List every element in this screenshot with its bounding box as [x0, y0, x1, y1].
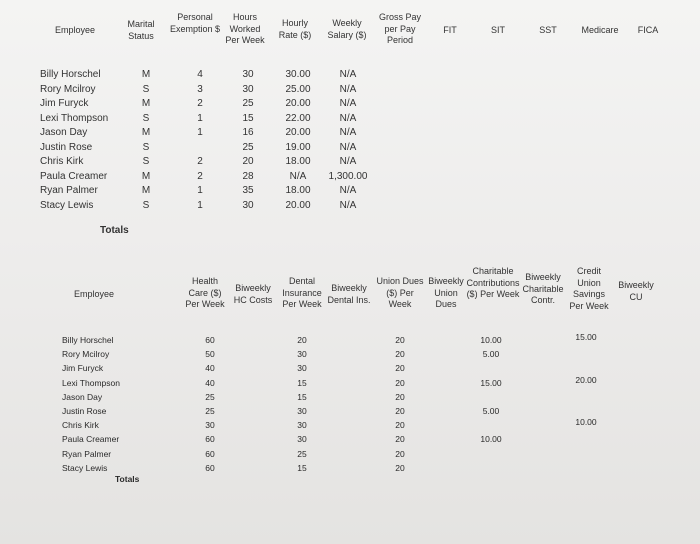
union-value: 20: [395, 349, 405, 360]
credit-value: [566, 401, 606, 415]
dental-value: 30: [297, 434, 307, 445]
t2-header-biweekly-charity: Biweekly Charitable Contr.: [522, 272, 564, 305]
employee-name: Billy Horschel: [62, 335, 114, 345]
t2-header-health: Health Care ($) Per Week: [185, 276, 225, 309]
t1-header-exemption: Personal Exemption $: [169, 12, 221, 34]
t1-header-employee: Employee: [54, 25, 96, 35]
hours-value: 35: [242, 185, 254, 196]
t2-health-column: [198, 333, 222, 475]
marital-status: S: [142, 141, 150, 153]
employee-name: Stacy Lewis: [40, 199, 94, 211]
union-value: 20: [395, 335, 405, 345]
health-value: 30: [205, 420, 215, 431]
health-value: 25: [205, 391, 215, 402]
rate-value: 20.00: [285, 98, 311, 109]
t1-header-medicare: Medicare: [581, 25, 619, 35]
charity-value: [472, 390, 510, 404]
employee-name: Ryan Palmer: [62, 448, 112, 459]
exemption-value: [192, 141, 208, 156]
t1-header-rate: Hourly Rate ($): [278, 18, 312, 40]
salary-value: 1,300.00: [328, 170, 368, 182]
rate-value: 20.00: [285, 199, 311, 211]
credit-value: 10.00: [575, 417, 597, 428]
t1-totals-label: Totals: [100, 225, 129, 236]
t2-dental-column: [290, 333, 314, 475]
charity-value: [472, 461, 510, 475]
t2-union-column: [388, 333, 412, 475]
salary-value: N/A: [339, 199, 357, 211]
employee-name: Lexi Thompson: [40, 112, 109, 124]
hours-value: 30: [242, 83, 254, 95]
dental-value: 30: [297, 420, 307, 431]
employee-name: Chris Kirk: [40, 156, 84, 167]
dental-value: 30: [297, 363, 307, 374]
charity-value: [472, 447, 510, 461]
marital-status: S: [142, 156, 150, 167]
t1-header-fit: FIT: [443, 25, 457, 35]
employee-name: Ryan Palmer: [40, 185, 98, 196]
hours-value: 25: [242, 141, 254, 153]
t1-employee-names: [40, 68, 130, 213]
salary-value: N/A: [339, 69, 357, 80]
t2-header-biweekly-cu: Biweekly CU: [618, 280, 654, 302]
marital-status: M: [141, 170, 151, 182]
exemption-value: 4: [197, 69, 203, 80]
t2-credit-column: [566, 330, 606, 472]
charity-value: 5.00: [482, 405, 500, 416]
marital-status: S: [142, 112, 150, 124]
credit-value: [566, 458, 606, 472]
marital-status: M: [141, 127, 151, 138]
charity-value: [472, 361, 510, 375]
credit-value: [566, 444, 606, 458]
union-value: 20: [395, 462, 405, 473]
union-value: 20: [395, 377, 405, 388]
union-value: 20: [395, 363, 405, 374]
charity-value: 5.00: [482, 349, 500, 360]
t1-header-gross: Gross Pay per Pay Period: [378, 12, 421, 45]
employee-name: Jason Day: [62, 391, 103, 402]
dental-value: 30: [297, 349, 307, 360]
health-value: 40: [205, 363, 215, 374]
exemption-value: 1: [197, 127, 203, 138]
rate-value: 30.00: [285, 69, 311, 80]
t2-header-credit: Credit Union Savings Per Week: [569, 266, 609, 311]
employee-name: Jim Furyck: [62, 363, 104, 374]
t1-header-fica: FICA: [637, 25, 659, 35]
t2-header-biweekly-hc: Biweekly HC Costs: [233, 283, 273, 305]
t2-totals-label: Totals: [115, 474, 140, 484]
charity-value: 10.00: [480, 434, 502, 445]
exemption-value: 1: [197, 199, 203, 211]
credit-value: [566, 344, 606, 358]
employee-name: Stacy Lewis: [62, 462, 108, 473]
t2-header-biweekly-dental: Biweekly Dental Ins.: [327, 283, 371, 305]
rate-value: 19.00: [285, 141, 311, 153]
union-value: 20: [395, 405, 405, 416]
credit-value: 15.00: [575, 332, 597, 342]
exemption-value: 2: [197, 170, 203, 182]
salary-value: N/A: [339, 127, 357, 138]
health-value: 25: [205, 405, 215, 416]
health-value: 60: [205, 434, 215, 445]
t2-header-union: Union Dues ($) Per Week: [376, 276, 424, 309]
salary-value: N/A: [339, 185, 357, 196]
health-value: 60: [205, 448, 215, 459]
rate-value: N/A: [289, 170, 307, 182]
hours-value: 30: [242, 199, 254, 211]
dental-value: 15: [297, 462, 307, 473]
rate-value: 22.00: [285, 112, 311, 124]
credit-value: [566, 387, 606, 401]
t2-employee-names: [62, 333, 152, 475]
exemption-value: 2: [197, 98, 203, 109]
credit-value: [566, 429, 606, 443]
employee-name: Paula Creamer: [62, 434, 120, 445]
health-value: 60: [205, 335, 215, 345]
health-value: 50: [205, 349, 215, 360]
employee-name: Paula Creamer: [40, 170, 108, 182]
charity-value: [472, 418, 510, 432]
t1-exemption-column: [192, 68, 208, 213]
marital-status: S: [142, 199, 150, 211]
credit-value: 20.00: [575, 374, 597, 385]
salary-value: N/A: [339, 98, 357, 109]
rate-value: 18.00: [285, 156, 311, 167]
employee-name: Jim Furyck: [40, 98, 89, 109]
marital-status: M: [141, 69, 151, 80]
t2-charity-column: [472, 333, 510, 475]
union-value: 20: [395, 448, 405, 459]
rate-value: 25.00: [285, 83, 311, 95]
t1-salary-column: [322, 68, 374, 213]
exemption-value: 3: [197, 83, 203, 95]
salary-value: N/A: [339, 83, 357, 95]
union-value: 20: [395, 420, 405, 431]
exemption-value: 1: [197, 185, 203, 196]
marital-status: S: [142, 83, 150, 95]
union-value: 20: [395, 434, 405, 445]
hours-value: 20: [242, 156, 254, 167]
exemption-value: 1: [197, 112, 203, 124]
employee-name: Rory Mcilroy: [40, 83, 96, 95]
dental-value: 25: [297, 448, 307, 459]
health-value: 40: [205, 377, 215, 388]
hours-value: 15: [242, 112, 254, 124]
dental-value: 30: [297, 405, 307, 416]
t1-header-sst: SST: [539, 25, 557, 35]
rate-value: 18.00: [285, 185, 311, 196]
t1-rate-column: [278, 68, 318, 213]
t2-header-charity: Charitable Contributions ($) Per Week: [466, 266, 520, 299]
union-value: 20: [395, 391, 405, 402]
t1-marital-column: [138, 68, 154, 213]
t1-header-hours: Hours Worked Per Week: [225, 12, 265, 45]
salary-value: N/A: [339, 156, 357, 167]
t1-header-salary: Weekly Salary ($): [327, 18, 367, 40]
employee-name: Lexi Thompson: [62, 377, 120, 388]
marital-status: M: [141, 185, 151, 196]
charity-value: 10.00: [480, 335, 502, 345]
employee-name: Billy Horschel: [40, 69, 101, 80]
hours-value: 28: [242, 170, 254, 182]
employee-name: Rory Mcilroy: [62, 349, 110, 360]
employee-name: Chris Kirk: [62, 420, 99, 431]
employee-name: Justin Rose: [62, 405, 107, 416]
employee-name: Justin Rose: [40, 141, 93, 153]
t2-header-dental: Dental Insurance Per Week: [282, 276, 322, 309]
health-value: 60: [205, 462, 215, 473]
dental-value: 15: [297, 377, 307, 388]
t1-header-marital: Marital Status: [127, 19, 155, 41]
employee-name: Jason Day: [40, 127, 88, 138]
salary-value: N/A: [339, 141, 357, 153]
exemption-value: 2: [197, 156, 203, 167]
dental-value: 15: [297, 391, 307, 402]
t2-header-biweekly-union: Biweekly Union Dues: [428, 276, 464, 309]
rate-value: 20.00: [285, 127, 311, 138]
dental-value: 20: [297, 335, 307, 345]
t1-hours-column: [236, 68, 260, 213]
salary-value: N/A: [339, 112, 357, 124]
marital-status: M: [141, 98, 151, 109]
hours-value: 16: [242, 127, 254, 138]
hours-value: 30: [242, 69, 254, 80]
hours-value: 25: [242, 98, 254, 109]
t1-header-sit: SIT: [490, 25, 505, 35]
charity-value: 15.00: [480, 377, 502, 388]
t2-header-employee: Employee: [73, 289, 115, 299]
credit-value: [566, 358, 606, 372]
